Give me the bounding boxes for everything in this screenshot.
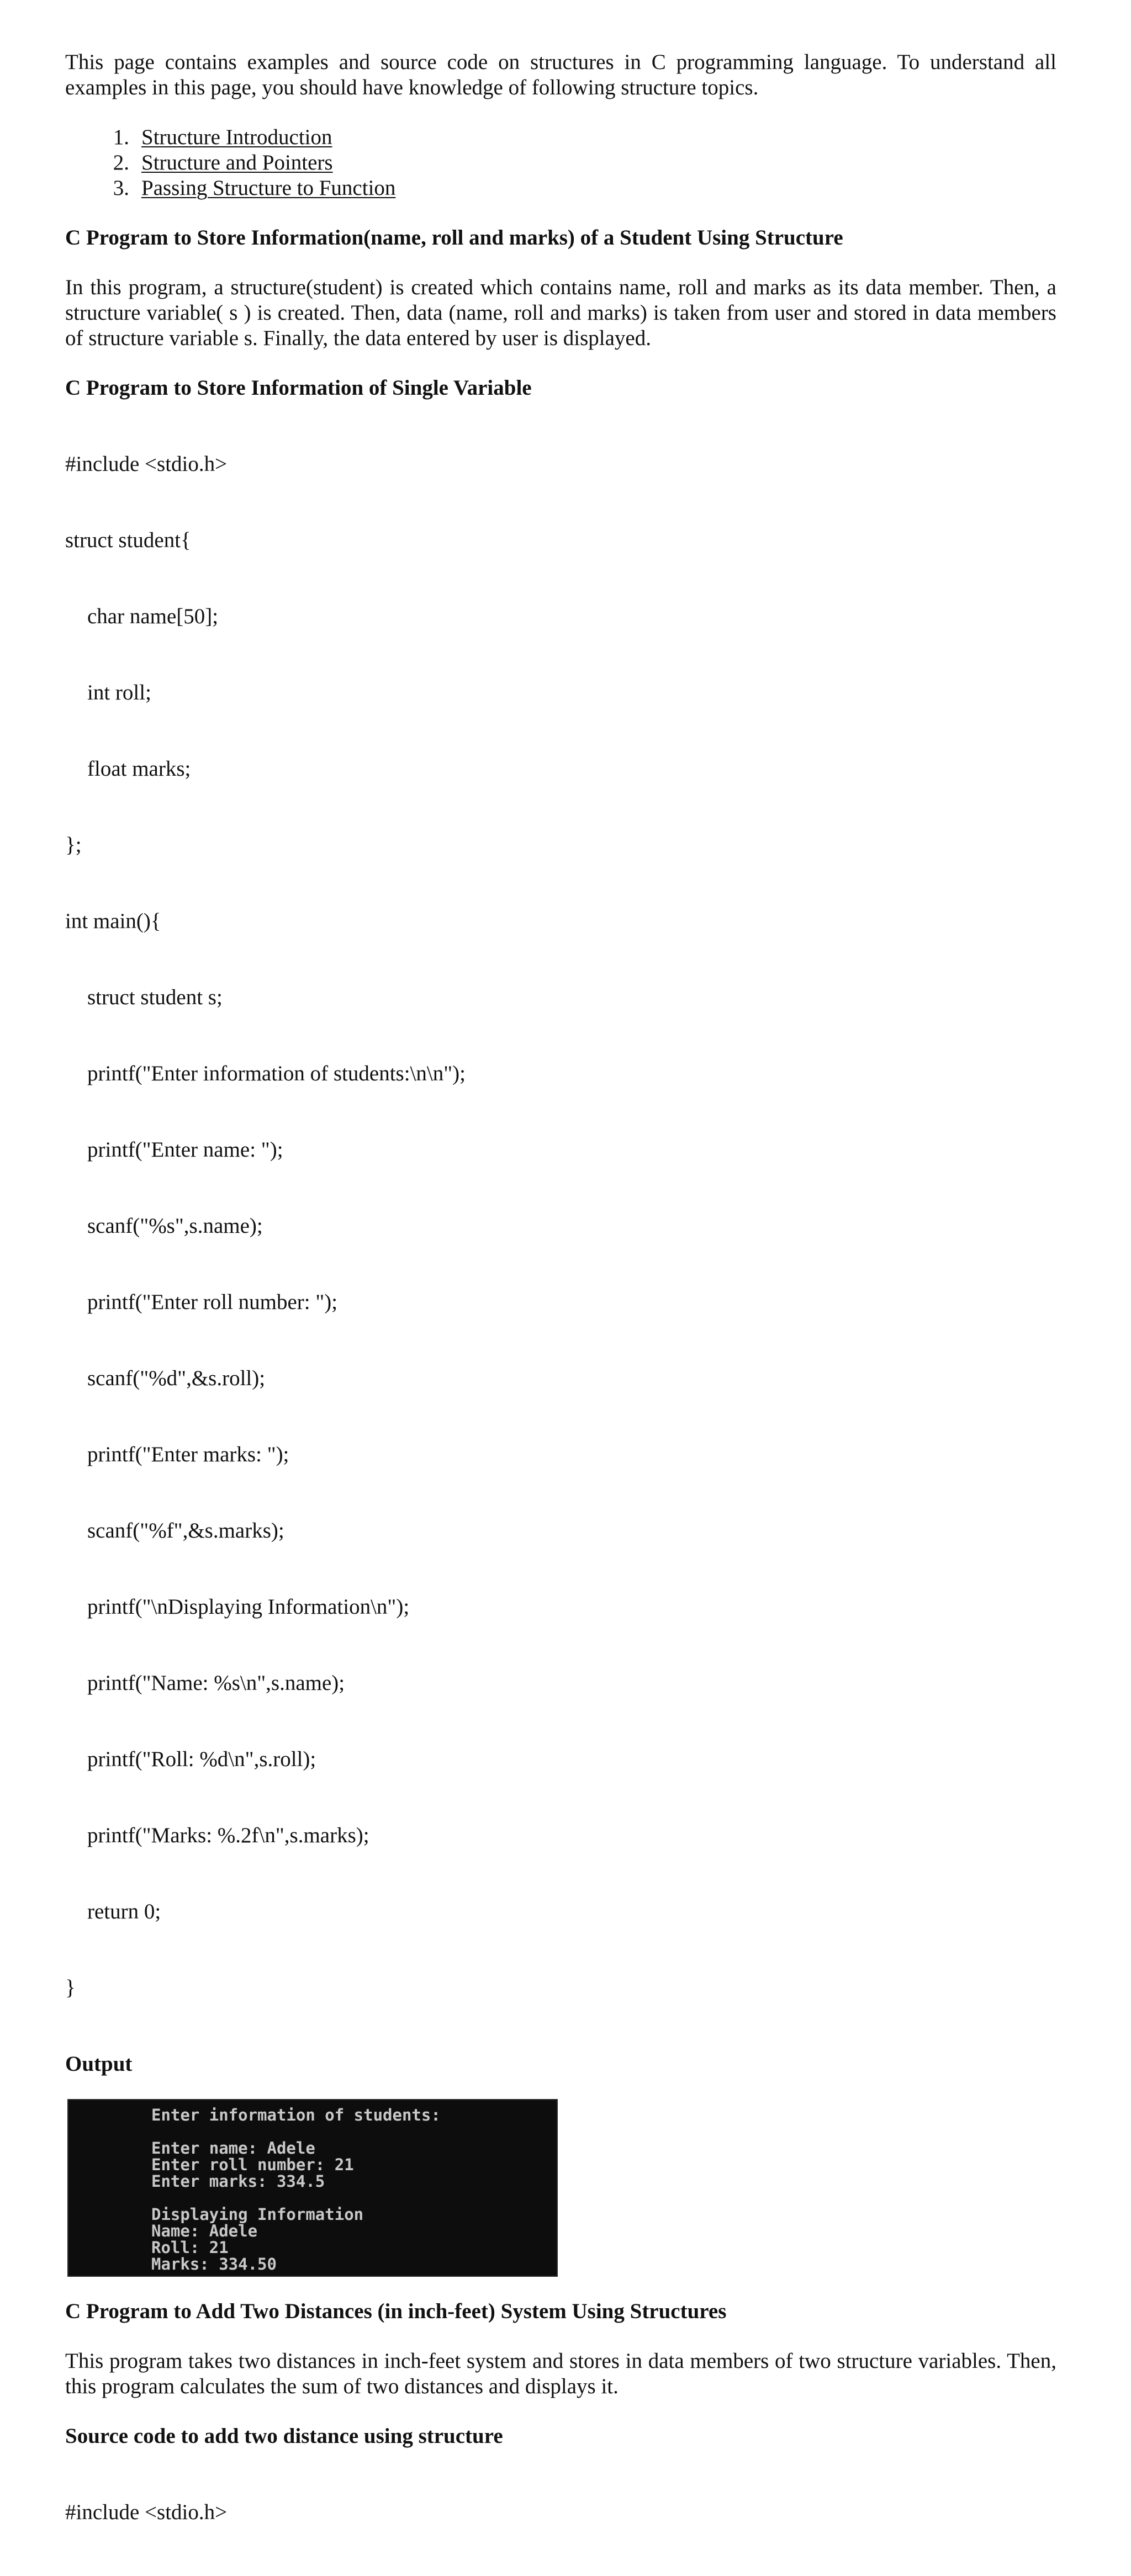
intro-paragraph: This page contains examples and source code on structures in C programming language. To understand all examples in this page, you should have knowledge of following structure topics. [65, 50, 1056, 99]
link-structure-and-pointers[interactable]: Structure and Pointers [141, 151, 333, 174]
code-line: printf("Enter roll number: "); [87, 1290, 338, 1314]
console-line: Marks: 334.50 [151, 2255, 277, 2273]
console-line [151, 2123, 557, 2140]
code-heading-single-variable: C Program to Store Information of Single Variable [65, 376, 532, 400]
code-line: int main(){ [65, 909, 161, 933]
section-heading-add-distances: C Program to Add Two Distances (in inch-feet) System Using Structures [65, 2299, 727, 2323]
list-item [98, 176, 1056, 201]
console-line: Roll: 21 [151, 2238, 229, 2257]
code-line: }; [65, 833, 82, 857]
code-heading-add-distance: Source code to add two distance using structure [65, 2424, 503, 2448]
code-line: #include <stdio.h> [65, 452, 228, 476]
code-line: printf("Name: %s\n",s.name); [87, 1671, 345, 1695]
section-distances [65, 2299, 1056, 2576]
code-line: printf("Roll: %d\n",s.roll); [87, 1747, 316, 1771]
code-line: char name[50]; [87, 605, 219, 628]
code-line: printf("Enter information of students:\n\n"); [87, 1062, 466, 1085]
console-line: Displaying Information [151, 2205, 364, 2224]
code-line: printf("\nDisplaying Information\n"); [87, 1595, 410, 1619]
document-page [65, 50, 1056, 2576]
output-label: Output [65, 2052, 133, 2076]
code-line: printf("Marks: %.2f\n",s.marks); [87, 1824, 369, 1847]
code-line: } [65, 1976, 76, 2000]
console-line: Enter information of students: [151, 2106, 441, 2124]
code-block-distance [65, 2449, 1056, 2576]
list-item [98, 150, 1056, 176]
code-line: scanf("%s",s.name); [87, 1214, 263, 1238]
topic-list [65, 125, 1056, 201]
list-number: 1. [113, 125, 129, 149]
console-line: Enter name: Adele [151, 2139, 315, 2158]
section-description-student-info: In this program, a structure(student) is created which contains name, roll and marks as its data member. Then, a structure variable( s ) is created. Then, data (name, roll and marks) is taken from user and stored in data members of structure variable s. Finally, the data entered by user is displayed. [65, 275, 1056, 350]
list-number: 2. [113, 151, 129, 174]
section-heading-student-info: C Program to Store Information(name, roll and marks) of a Student Using Structure [65, 226, 843, 250]
code-line: struct student s; [87, 985, 223, 1009]
console-line: Name: Adele [151, 2222, 258, 2240]
code-line: scanf("%f",&s.marks); [87, 1519, 284, 1543]
console-line [151, 2190, 557, 2206]
code-block-student [65, 401, 1056, 2052]
list-number: 3. [113, 176, 129, 200]
link-passing-structure-to-function[interactable]: Passing Structure to Function [141, 176, 396, 200]
console-line: Enter roll number: 21 [151, 2155, 354, 2174]
code-line: scanf("%d",&s.roll); [87, 1366, 266, 1390]
code-line: #include <stdio.h> [65, 2500, 228, 2524]
code-line: printf("Enter name: "); [87, 1138, 283, 1162]
code-line: float marks; [87, 757, 191, 781]
code-line: return 0; [87, 1900, 161, 1923]
section-description-add-distances: This program takes two distances in inch-feet system and stores in data members of two structure variables. Then, this program calculates the sum of two distances and displays it. [65, 2349, 1056, 2398]
code-line: struct student{ [65, 528, 191, 552]
list-item [98, 125, 1056, 150]
link-structure-introduction[interactable]: Structure Introduction [141, 125, 332, 149]
code-line: printf("Enter marks: "); [87, 1443, 289, 1466]
console-output-screenshot [67, 2099, 558, 2277]
code-line: int roll; [87, 681, 151, 704]
console-line: Enter marks: 334.5 [151, 2172, 325, 2191]
